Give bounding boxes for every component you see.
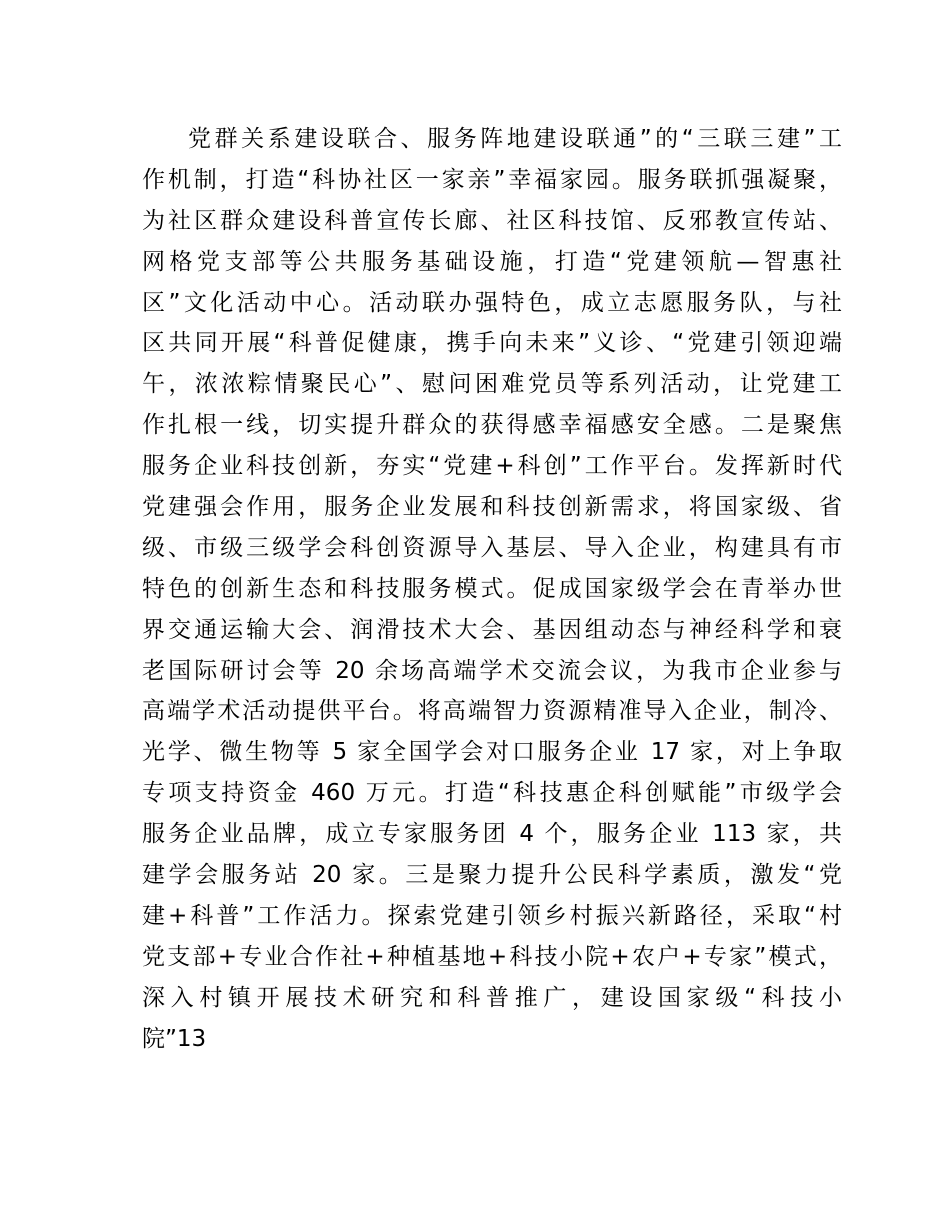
paragraph-line-14: 老国际研讨会等 20 余场高端学术交流会议，为我市企业参与 [142, 657, 842, 684]
paragraph-line-16: 光学、微生物等 5 家全国学会对口服务企业 17 家，对上争取 [142, 739, 842, 766]
paragraph-line-5: 区”文化活动中心。活动联办强特色，成立志愿服务队，与社 [142, 289, 842, 316]
paragraph-line-23: 院”13 [142, 1025, 207, 1052]
paragraph-line-15: 高端学术活动提供平台。将高端智力资源精准导入企业，制冷、 [142, 698, 842, 725]
paragraph-line-19: 建学会服务站 20 家。三是聚力提升公民科学素质，激发“党 [142, 862, 842, 889]
paragraph-line-10: 党建强会作用，服务企业发展和科技创新需求，将国家级、省 [142, 494, 842, 521]
paragraph-line-9: 服务企业科技创新，夯实“党建+科创”工作平台。发挥新时代 [142, 453, 842, 480]
paragraph-line-4: 网格党支部等公共服务基础设施，打造“党建领航—智惠社 [142, 248, 842, 275]
paragraph-line-17: 专项支持资金 460 万元。打造“科技惠企科创赋能”市级学会 [142, 780, 842, 807]
paragraph-line-20: 建+科普”工作活力。探索党建引领乡村振兴新路径，采取“村 [142, 902, 842, 929]
paragraph-line-7: 午，浓浓粽情聚民心”、慰问困难党员等系列活动，让党建工 [142, 371, 842, 398]
paragraph-line-11: 级、市级三级学会科创资源导入基层、导入企业，构建具有市 [142, 534, 842, 561]
body-paragraph [142, 119, 842, 1059]
paragraph-line-2: 作机制，打造“科协社区一家亲”幸福家园。服务联抓强凝聚， [142, 166, 842, 193]
paragraph-line-1: 党群关系建设联合、服务阵地建设联通”的“三联三建”工 [188, 126, 842, 152]
paragraph-line-21: 党支部+专业合作社+种植基地+科技小院+农户+专家”模式， [142, 943, 842, 970]
paragraph-line-13: 界交通运输大会、润滑技术大会、基因组动态与神经科学和衰 [142, 616, 842, 643]
paragraph-line-8: 作扎根一线，切实提升群众的获得感幸福感安全感。二是聚焦 [142, 412, 842, 439]
paragraph-line-6: 区共同开展“科普促健康，携手向未来”义诊、“党建引领迎端 [142, 330, 842, 357]
paragraph-line-3: 为社区群众建设科普宣传长廊、社区科技馆、反邪教宣传站、 [142, 207, 842, 234]
paragraph-line-18: 服务企业品牌，成立专家服务团 4 个，服务企业 113 家，共 [142, 821, 842, 848]
paragraph-line-12: 特色的创新生态和科技服务模式。促成国家级学会在青举办世 [142, 575, 842, 602]
paragraph-line-22: 深入村镇开展技术研究和科普推广，建设国家级“科技小 [142, 984, 842, 1011]
